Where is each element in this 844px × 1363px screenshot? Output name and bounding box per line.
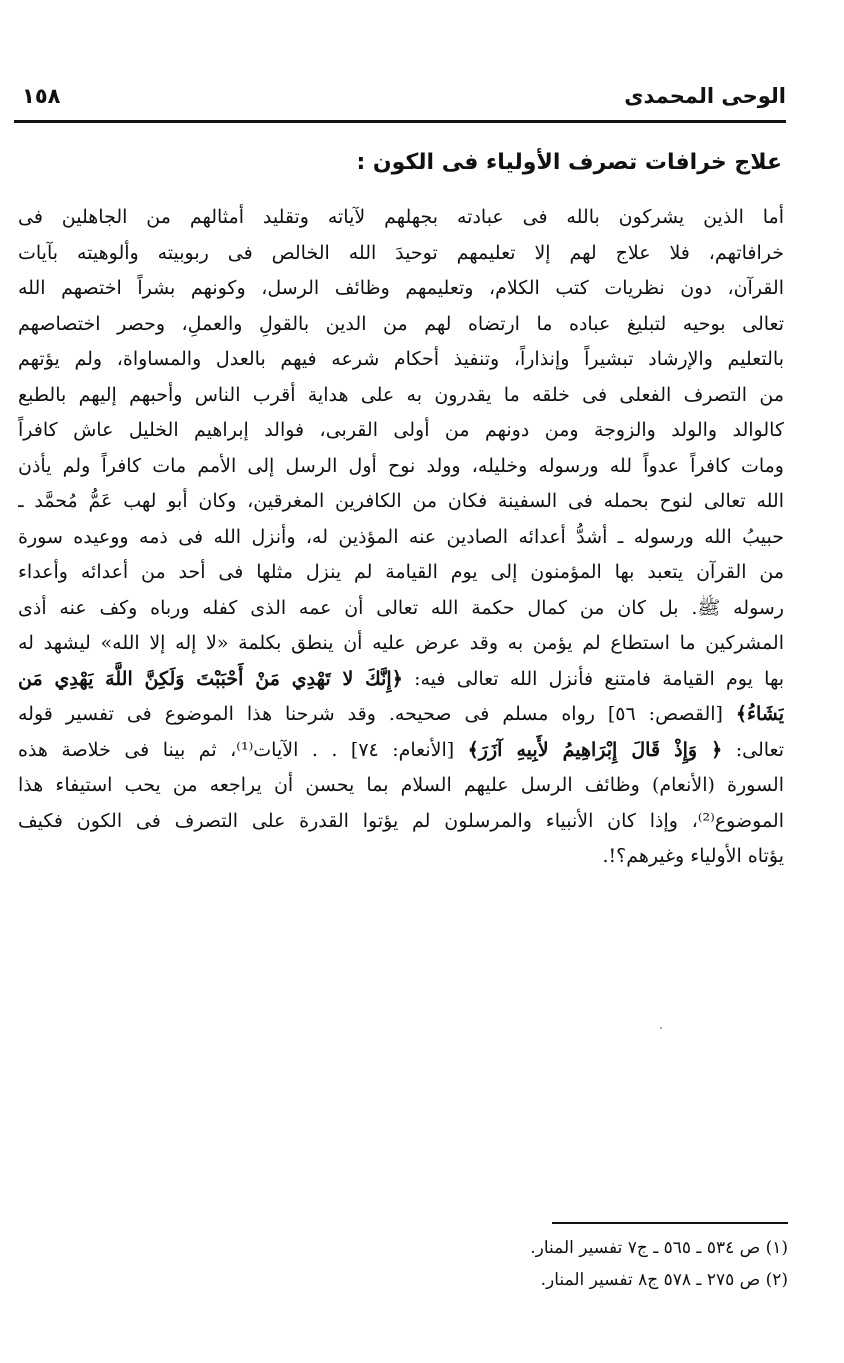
- body-line: المشركين ما استطاع لم يؤمن به وقد عرض عليه أن ينطق بكلمة «لا إله إلا الله» ليشهد له: [18, 632, 784, 654]
- body-line: من القرآن يتعبد بها المؤمنون إلى يوم القيامة لم ينزل مثلها فى أحد من أعدائه وأعداء: [18, 561, 784, 583]
- body-line: خرافاتهم، فلا علاج لهم إلا تعليمهم توحيدَ الله الخالص فى ربوبيته وألوهيته بآيات: [18, 241, 784, 264]
- footnotes: [530, 1232, 788, 1296]
- body-line: كالوالد والولد والزوجة ومن دونهم من أولى القربى، فوالد إبراهيم الخليل عاش كافراً: [18, 419, 784, 441]
- page-header: [14, 84, 786, 118]
- running-title: الوحى المحمدى: [624, 84, 786, 108]
- body-line: رسوله ﷺ. بل كان من كمال حكمة الله تعالى أن عمه الذى كفله ورباه وكف عنه أذى: [18, 596, 784, 619]
- body-line: [18, 733, 784, 769]
- body-line-text: [القصص: ٥٦] رواه مسلم فى صحيحه. وقد شرحنا هذا الموضوع فى تفسير قوله: [18, 703, 723, 725]
- footnote-rule: [552, 1222, 788, 1224]
- body-line: حبيبُ الله ورسوله ـ أشدُّ أعدائه الصادين عنه المؤذين له، وأنزل الله فى ذمه ووعيده سورة: [18, 525, 784, 548]
- body-text: [18, 200, 784, 875]
- body-line: السورة (الأنعام) وظائف الرسل عليهم السلام بما يحسن أن يراجعه من يحب استيفاء هذا: [18, 774, 784, 796]
- quran-verse: يَشَاءُ﴾: [735, 703, 784, 725]
- section-heading: علاج خرافات تصرف الأولياء فى الكون :: [356, 150, 782, 175]
- page-number: ١٥٨: [22, 84, 61, 108]
- quran-verse: ﴿إِنَّكَ لا تَهْدِي مَنْ أَحْبَبْتَ وَلَكِنَّ اللَّهَ يَهْدِي مَن: [18, 667, 403, 690]
- body-line: الله تعالى لنوح بحمله فى السفينة فكان من الكافرين المغرقين، وكان أبو لهب عَمُّ مُحمَّد ـ: [18, 490, 784, 512]
- body-line: يؤتاه الأولياء وغيرهم؟!.: [602, 845, 784, 867]
- body-line-text: تعالى:: [735, 738, 784, 761]
- body-line: [18, 662, 784, 698]
- body-line: تعالى بوحيه لتبليغ عباده ما ارتضاه لهم من الدين بالقولِ والعملِ، وحصر اختصاصهم: [18, 312, 784, 335]
- footnote: (١) ص ٥٣٤ ـ ٥٦٥ ـ ج٧ تفسير المنار.: [530, 1238, 788, 1258]
- scan-speck: [660, 1027, 662, 1029]
- quran-verse: ﴿ وَإِذْ قَالَ إِبْرَاهِيمُ لأَبِيهِ آزَرَ﴾: [467, 738, 723, 761]
- body-line: بالتعليم والإرشاد تبشيراً وإنذاراً، وتنفيذ أحكام شرعه فيهم بالعدل والمساواة، ولم يؤتهم: [18, 348, 784, 370]
- body-line: [18, 697, 784, 733]
- body-line-text: بها يوم القيامة فامتنع فأنزل الله تعالى فيه:: [414, 667, 784, 690]
- body-line: ومات كافراً عدواً لله ورسوله وخليله، وولد نوح أول الرسل إلى الأمم مات كافراً ولم يأذن: [18, 454, 784, 477]
- body-line: من التصرف الفعلى فى خلقه ما يقدرون به على هداية أقرب الناس وأحبهم إليهم بالطبع: [18, 383, 784, 406]
- body-line-text: [الأنعام: ٧٤] . . الآيات⁽¹⁾، ثم بينا فى خلاصة هذه: [18, 738, 455, 761]
- body-line: القرآن، دون نظريات كتب الكلام، وتعليمهم وظائف الرسل، وكونهم بشراً اختصهم الله: [18, 277, 784, 299]
- footnote: (٢) ص ٢٧٥ ـ ٥٧٨ ج٨ تفسير المنار.: [540, 1270, 788, 1290]
- body-line: الموضوع⁽²⁾، وإذا كان الأنبياء والمرسلون لم يؤتوا القدرة على التصرف فى الكون فكيف: [18, 809, 784, 832]
- header-rule: [14, 120, 786, 123]
- body-line: أما الذين يشركون بالله فى عبادته بجهلهم لآياته وتقليد أمثالهم من الجاهلين فى: [18, 206, 784, 228]
